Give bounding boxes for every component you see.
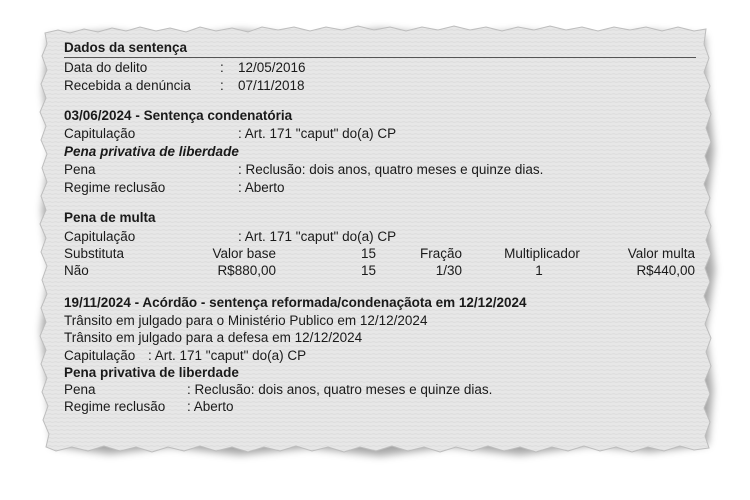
value-recebida-denuncia: 07/11/2018 xyxy=(238,78,305,93)
multa-cell-fracao: 1/30 xyxy=(435,263,462,278)
section-heading-sentenca: 03/06/2024 - Sentença condenatória xyxy=(64,108,293,123)
multa-cell-multiplicador: 1 xyxy=(535,263,543,278)
multa-col-substituta: Substituta xyxy=(64,246,125,261)
multa-col-multiplicador: Multiplicador xyxy=(504,246,580,261)
subheading-pena-privativa: Pena privativa de liberdade xyxy=(64,144,239,159)
label-acordao-pena: Pena xyxy=(64,382,96,397)
heading-divider xyxy=(64,57,696,58)
label-regime: Regime reclusão xyxy=(64,180,166,195)
multa-col-fracao: Fração xyxy=(419,246,462,261)
sep-data-delito: : xyxy=(220,60,224,75)
label-recebida-denuncia: Recebida a denúncia xyxy=(64,78,191,93)
section-heading-dados: Dados da sentença xyxy=(64,40,188,55)
label-acordao-capitulacao: Capitulação xyxy=(64,348,136,363)
section-heading-multa: Pena de multa xyxy=(64,210,156,225)
multa-cell-valor-base: R$880,00 xyxy=(217,263,276,278)
value-acordao-regime: : Aberto xyxy=(187,399,234,414)
value-acordao-capitulacao: : Art. 171 "caput" do(a) CP xyxy=(148,348,307,363)
multa-col-valor-multa: Valor multa xyxy=(627,246,695,261)
value-data-delito: 12/05/2016 xyxy=(238,60,306,75)
transito-defesa: Trânsito em julgado para a defesa em 12/12/2024 xyxy=(64,330,363,345)
multa-col-valor-base: Valor base xyxy=(212,246,276,261)
label-acordao-regime: Regime reclusão xyxy=(64,399,166,414)
transito-ministerio-publico: Trânsito em julgado para o Ministério Publico em 12/12/2024 xyxy=(64,313,428,328)
multa-col-dias: 15 xyxy=(360,246,376,261)
value-pena: : Reclusão: dois anos, quatro meses e quinze dias. xyxy=(238,162,544,177)
section-heading-acordao: 19/11/2024 - Acórdão - sentença reformada/condenaçãota em 12/12/2024 xyxy=(64,295,527,310)
label-capitulacao: Capitulação xyxy=(64,126,136,141)
label-multa-capitulacao: Capitulação xyxy=(64,229,136,244)
sep-recebida-denuncia: : xyxy=(220,78,224,93)
value-acordao-pena: : Reclusão: dois anos, quatro meses e quinze dias. xyxy=(187,382,493,397)
value-multa-capitulacao: : Art. 171 "caput" do(a) CP xyxy=(238,229,397,244)
multa-cell-substituta: Não xyxy=(64,263,89,278)
multa-cell-dias: 15 xyxy=(360,263,376,278)
label-pena: Pena xyxy=(64,162,96,177)
value-capitulacao: : Art. 171 "caput" do(a) CP xyxy=(238,126,397,141)
value-regime: : Aberto xyxy=(238,180,285,195)
label-data-delito: Data do delito xyxy=(64,60,148,75)
subheading-acordao-pena-privativa: Pena privativa de liberdade xyxy=(64,365,239,380)
multa-cell-valor-multa: R$440,00 xyxy=(636,263,695,278)
